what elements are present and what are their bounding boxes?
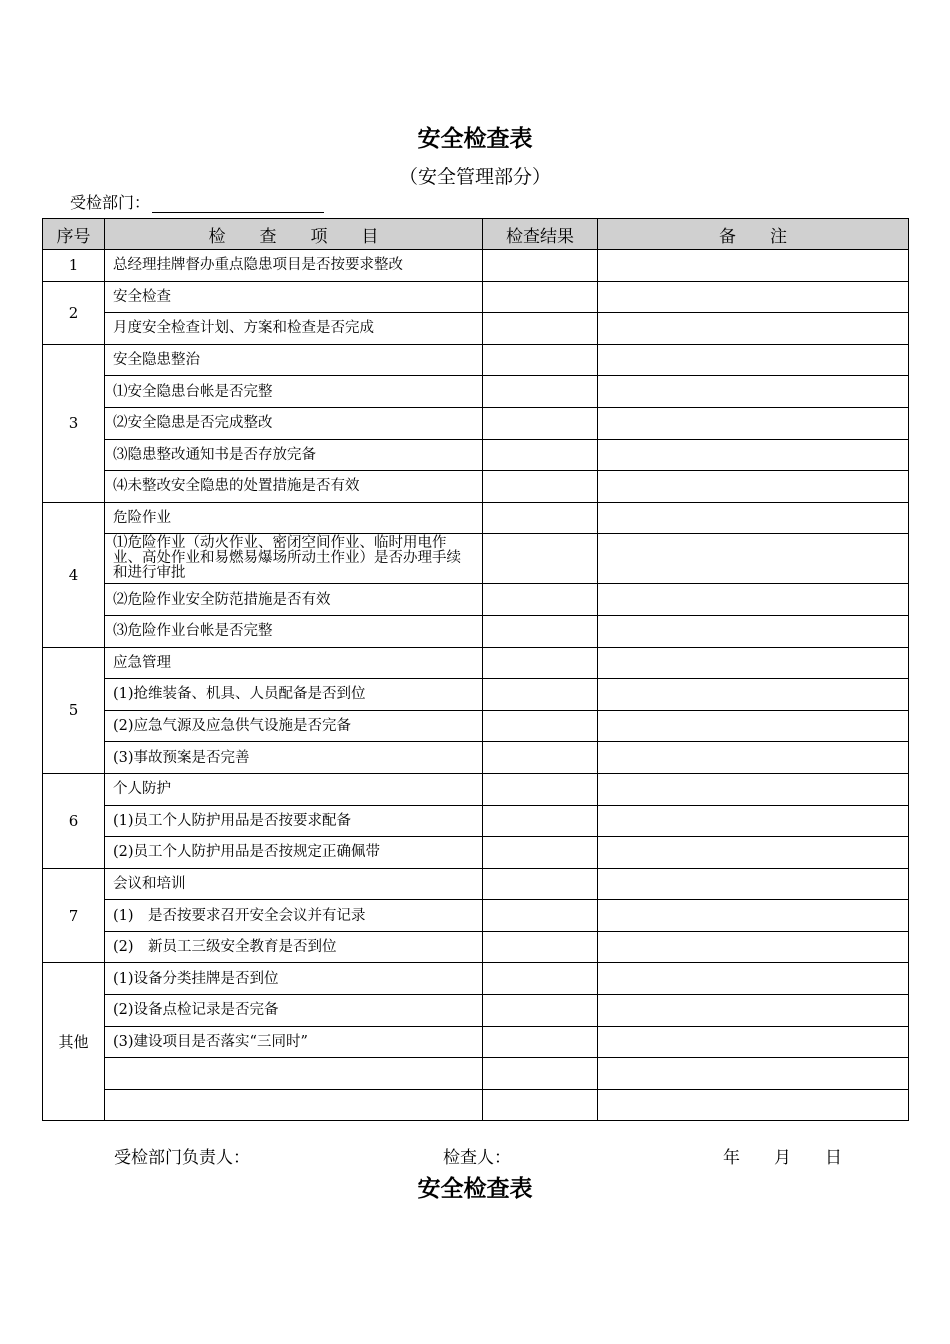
remark-cell[interactable] — [598, 471, 909, 503]
result-cell[interactable] — [483, 868, 598, 900]
result-cell[interactable] — [483, 679, 598, 711]
result-cell[interactable] — [483, 439, 598, 471]
seq-cell: 3 — [43, 344, 105, 502]
table-row — [43, 679, 909, 711]
inspected-dept-field[interactable] — [152, 196, 324, 213]
seq-cell: 4 — [43, 502, 105, 647]
remark-cell[interactable] — [598, 837, 909, 869]
remark-cell[interactable] — [598, 995, 909, 1027]
seq-cell: 6 — [43, 773, 105, 868]
table-row — [43, 837, 909, 869]
remark-cell[interactable] — [598, 313, 909, 345]
result-cell[interactable] — [483, 1058, 598, 1090]
result-cell[interactable] — [483, 963, 598, 995]
table-row — [43, 502, 909, 534]
result-cell[interactable] — [483, 742, 598, 774]
item-cell: ⑵安全隐患是否完成整改 — [105, 407, 483, 439]
result-cell[interactable] — [483, 615, 598, 647]
item-cell: ⑴安全隐患台帐是否完整 — [105, 376, 483, 408]
item-cell[interactable] — [105, 1089, 483, 1121]
table-row — [43, 534, 909, 584]
result-cell[interactable] — [483, 900, 598, 932]
item-cell[interactable] — [105, 1058, 483, 1090]
remark-cell[interactable] — [598, 439, 909, 471]
inspector-signature-label: 检查人： — [443, 1148, 511, 1168]
seq-cell: 1 — [43, 250, 105, 282]
table-row — [43, 805, 909, 837]
item-cell: (1)抢维装备、机具、人员配备是否到位 — [105, 679, 483, 711]
item-cell: (2)设备点检记录是否完备 — [105, 995, 483, 1027]
item-cell: (1)员工个人防护用品是否按要求配备 — [105, 805, 483, 837]
remark-cell[interactable] — [598, 900, 909, 932]
result-cell[interactable] — [483, 837, 598, 869]
remark-cell[interactable] — [598, 250, 909, 282]
item-cell: 会议和培训 — [105, 868, 483, 900]
remark-cell[interactable] — [598, 407, 909, 439]
item-cell: (2)应急气源及应急供气设施是否完备 — [105, 710, 483, 742]
remark-cell[interactable] — [598, 1089, 909, 1121]
result-cell[interactable] — [483, 313, 598, 345]
date-label: 年 月 日 — [723, 1148, 842, 1168]
table-row — [43, 281, 909, 313]
table-row — [43, 439, 909, 471]
dept-head-signature-label: 受检部门负责人： — [114, 1148, 250, 1168]
item-cell: ⑵危险作业安全防范措施是否有效 — [105, 584, 483, 616]
item-cell: ⑶危险作业台帐是否完整 — [105, 615, 483, 647]
table-row — [43, 407, 909, 439]
table-row — [43, 900, 909, 932]
table-row — [43, 584, 909, 616]
remark-cell[interactable] — [598, 281, 909, 313]
item-cell: (1) 是否按要求召开安全会议并有记录 — [105, 900, 483, 932]
table-header-row — [43, 219, 909, 250]
header-seq: 序号 — [43, 219, 105, 250]
remark-cell[interactable] — [598, 534, 909, 584]
table-row — [43, 1089, 909, 1121]
remark-cell[interactable] — [598, 868, 909, 900]
item-cell: 安全隐患整治 — [105, 344, 483, 376]
seq-cell: 2 — [43, 281, 105, 344]
remark-cell[interactable] — [598, 502, 909, 534]
result-cell[interactable] — [483, 647, 598, 679]
header-remark: 备 注 — [598, 219, 909, 250]
item-cell: (3)事故预案是否完善 — [105, 742, 483, 774]
result-cell[interactable] — [483, 931, 598, 963]
remark-cell[interactable] — [598, 647, 909, 679]
remark-cell[interactable] — [598, 710, 909, 742]
table-row — [43, 615, 909, 647]
next-page-title: 安全检查表 — [417, 1175, 533, 1202]
result-cell[interactable] — [483, 376, 598, 408]
table-row — [43, 742, 909, 774]
result-cell[interactable] — [483, 995, 598, 1027]
table-row — [43, 963, 909, 995]
remark-cell[interactable] — [598, 679, 909, 711]
result-cell[interactable] — [483, 805, 598, 837]
result-cell[interactable] — [483, 1089, 598, 1121]
result-cell[interactable] — [483, 584, 598, 616]
item-cell: (1)设备分类挂牌是否到位 — [105, 963, 483, 995]
result-cell[interactable] — [483, 250, 598, 282]
item-cell: (2) 新员工三级安全教育是否到位 — [105, 931, 483, 963]
result-cell[interactable] — [483, 1026, 598, 1058]
header-result: 检查结果 — [483, 219, 598, 250]
item-cell: 危险作业 — [105, 502, 483, 534]
table-row — [43, 647, 909, 679]
table-row — [43, 376, 909, 408]
item-cell: ⑴危险作业（动火作业、密闭空间作业、临时用电作业、高处作业和易燃易爆场所动土作业）是否办理手续和进行审批 — [105, 534, 483, 584]
table-row — [43, 313, 909, 345]
result-cell[interactable] — [483, 534, 598, 584]
table-row — [43, 471, 909, 503]
result-cell[interactable] — [483, 281, 598, 313]
remark-cell[interactable] — [598, 376, 909, 408]
remark-cell[interactable] — [598, 805, 909, 837]
table-row — [43, 868, 909, 900]
item-cell: 月度安全检查计划、方案和检查是否完成 — [105, 313, 483, 345]
table-row — [43, 344, 909, 376]
table-row — [43, 250, 909, 282]
item-cell: 总经理挂牌督办重点隐患项目是否按要求整改 — [105, 250, 483, 282]
table-row — [43, 1026, 909, 1058]
remark-cell[interactable] — [598, 963, 909, 995]
inspection-table — [42, 218, 909, 1121]
document-subtitle: （安全管理部分） — [398, 166, 551, 188]
remark-cell[interactable] — [598, 1026, 909, 1058]
document-title: 安全检查表 — [417, 125, 533, 152]
result-cell[interactable] — [483, 407, 598, 439]
table-body — [43, 250, 909, 1121]
table-row — [43, 1058, 909, 1090]
seq-cell: 其他 — [43, 963, 105, 1121]
item-cell: (3)建设项目是否落实“三同时” — [105, 1026, 483, 1058]
result-cell[interactable] — [483, 710, 598, 742]
remark-cell[interactable] — [598, 773, 909, 805]
remark-cell[interactable] — [598, 584, 909, 616]
table-row — [43, 931, 909, 963]
result-cell[interactable] — [483, 471, 598, 503]
item-cell: 应急管理 — [105, 647, 483, 679]
table-row — [43, 995, 909, 1027]
result-cell[interactable] — [483, 344, 598, 376]
remark-cell[interactable] — [598, 742, 909, 774]
inspected-dept-row — [70, 190, 324, 213]
result-cell[interactable] — [483, 773, 598, 805]
table-row — [43, 710, 909, 742]
table-row — [43, 773, 909, 805]
inspected-dept-label: 受检部门： — [70, 193, 151, 212]
seq-cell: 7 — [43, 868, 105, 963]
remark-cell[interactable] — [598, 931, 909, 963]
result-cell[interactable] — [483, 502, 598, 534]
item-cell: (2)员工个人防护用品是否按规定正确佩带 — [105, 837, 483, 869]
remark-cell[interactable] — [598, 344, 909, 376]
remark-cell[interactable] — [598, 1058, 909, 1090]
item-cell: 安全检查 — [105, 281, 483, 313]
item-cell: 个人防护 — [105, 773, 483, 805]
header-item: 检 查 项 目 — [105, 219, 483, 250]
remark-cell[interactable] — [598, 615, 909, 647]
seq-cell: 5 — [43, 647, 105, 773]
item-cell: ⑶隐患整改通知书是否存放完备 — [105, 439, 483, 471]
item-cell: ⑷未整改安全隐患的处置措施是否有效 — [105, 471, 483, 503]
